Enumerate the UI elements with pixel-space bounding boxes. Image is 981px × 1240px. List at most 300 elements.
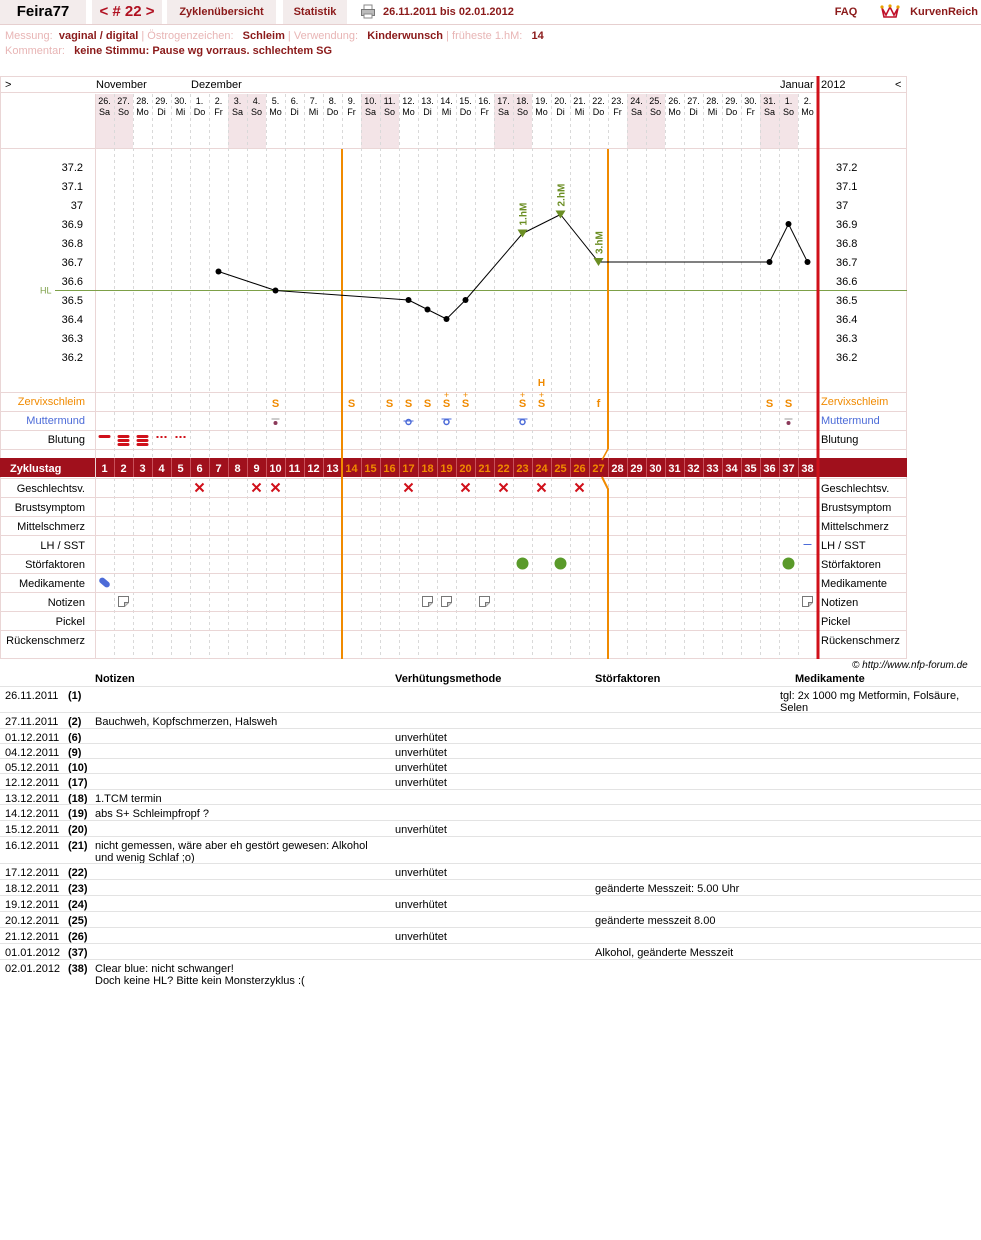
cycle-day-number: 15 <box>364 463 377 475</box>
weekday-label: Di <box>689 107 698 117</box>
weekday-label: So <box>649 107 662 117</box>
weekday-label: Sa <box>231 107 244 117</box>
y-tick-left: 36.5 <box>61 295 83 307</box>
cycle-day-number: 22 <box>497 463 510 475</box>
cycle-day-number: 30 <box>649 463 662 475</box>
month-label: Dezember <box>191 79 242 91</box>
cycle-selector[interactable]: < # 22 > <box>92 0 162 24</box>
note-cycle-day: (17) <box>68 777 88 789</box>
note-date: 21.12.2011 <box>5 931 60 943</box>
notes-row <box>0 686 981 714</box>
weekday-label: Mo <box>668 107 681 117</box>
cycle-day-number: 16 <box>383 463 396 475</box>
date-label: 2. <box>803 96 812 106</box>
weekday-label: Fr <box>613 107 622 117</box>
cycle-day-number: 26 <box>573 463 586 475</box>
y-tick-right: 36.9 <box>836 219 858 231</box>
notes-row <box>0 927 981 943</box>
cycle-day-number: 14 <box>345 463 358 475</box>
date-label: 14. <box>440 96 453 106</box>
tab-statistik[interactable]: Statistik <box>283 0 347 24</box>
date-label: 1. <box>784 96 793 106</box>
y-tick-left: 36.3 <box>61 333 83 345</box>
note-date: 20.12.2011 <box>5 915 60 927</box>
note-medi: tgl: 2x 1000 mg Metformin, Folsäure, Selen <box>780 690 960 714</box>
row-label: Pickel <box>55 616 85 628</box>
cycle-day-number: 17 <box>402 463 415 475</box>
note-date: 04.12.2011 <box>5 747 60 759</box>
notes-row <box>0 959 981 987</box>
note-cycle-day: (19) <box>68 808 88 820</box>
cycle-day-number: 19 <box>440 463 453 475</box>
date-label: 18. <box>516 96 529 106</box>
note-text: nicht gemessen, wäre aber eh gestört gewesen: Alkohol und wenig Schlaf ;o) <box>95 840 368 864</box>
date-label: 23. <box>611 96 624 106</box>
blutung-mark <box>118 443 130 446</box>
blutung-mark <box>137 435 149 438</box>
notes-row <box>0 773 981 789</box>
row-label-right: Brustsymptom <box>821 502 892 514</box>
cycle-day-number: 31 <box>668 463 681 475</box>
row-label: Blutung <box>47 434 85 446</box>
messung-value: vaginal / digital <box>58 30 139 42</box>
schleim-mark: S <box>461 398 470 410</box>
note-cycle-day: (38) <box>68 963 88 975</box>
date-label: 9. <box>347 96 356 106</box>
faq-link[interactable]: FAQ <box>834 6 858 18</box>
row-label-right: LH / SST <box>821 540 866 552</box>
note-cycle-day: (26) <box>68 931 88 943</box>
weekday-label: So <box>383 107 396 117</box>
date-label: 27. <box>117 96 130 106</box>
oestrogen-label: Östrogenzeichen: <box>147 30 234 42</box>
cycle-day-number: 2 <box>120 463 127 475</box>
note-cycle-day: (6) <box>68 732 82 744</box>
weekday-label: Mi <box>175 107 186 117</box>
y-tick-left: 36.9 <box>61 219 83 231</box>
row-label: Muttermund <box>26 415 85 427</box>
date-label: 22. <box>592 96 605 106</box>
date-label: 28. <box>706 96 719 106</box>
schleim-mark: S <box>423 398 432 410</box>
muttermund-mark <box>787 421 791 425</box>
separator: | <box>446 30 449 42</box>
weekday-label: Mo <box>801 107 814 117</box>
notes-row <box>0 911 981 927</box>
cycle-day-number: 9 <box>253 463 260 475</box>
note-date: 12.12.2011 <box>5 777 60 789</box>
y-tick-right: 37.1 <box>836 181 858 193</box>
weekday-label: Mi <box>308 107 319 117</box>
note-date: 27.11.2011 <box>5 716 59 728</box>
cycle-day-number: 34 <box>725 463 738 475</box>
weekday-label: Do <box>326 107 339 117</box>
cycle-day-number: 11 <box>288 463 301 475</box>
y-tick-right: 37 <box>836 200 849 212</box>
weekday-label: Di <box>423 107 432 117</box>
schleim-mark: S <box>784 398 793 410</box>
date-label: 31. <box>763 96 776 106</box>
row-label-right: Pickel <box>821 616 851 628</box>
date-label: 5. <box>271 96 280 106</box>
temp-point[interactable] <box>216 269 222 275</box>
schleim-plus: + <box>538 390 545 400</box>
date-label: 20. <box>554 96 567 106</box>
y-tick-left: 36.6 <box>61 276 83 288</box>
hl-label: HL <box>40 285 52 296</box>
note-verhuetung: unverhütet <box>395 747 447 759</box>
cycle-chart <box>0 76 907 659</box>
date-label: 28. <box>136 96 149 106</box>
kommentar-label: Kommentar: <box>5 45 65 57</box>
cycle-day-number: 4 <box>158 463 165 475</box>
y-tick-left: 37.2 <box>61 162 83 174</box>
temp-point[interactable] <box>786 221 792 227</box>
row-label-right: Notizen <box>821 597 859 609</box>
zyklustag-label: Zyklustag <box>10 463 62 475</box>
schleim-mark: S <box>385 398 394 410</box>
row-label: Medikamente <box>18 578 85 590</box>
note-date: 14.12.2011 <box>5 808 60 820</box>
blutung-mark <box>137 443 149 446</box>
schleim-mark: S <box>404 398 413 410</box>
note-verhuetung: unverhütet <box>395 777 447 789</box>
brand-link[interactable]: KurvenReich <box>910 6 978 18</box>
notes-row <box>0 943 981 959</box>
y-tick-right: 37.2 <box>836 162 858 174</box>
meta-line-2 <box>5 45 332 57</box>
date-label: 15. <box>459 96 472 106</box>
date-label: 13. <box>421 96 434 106</box>
note-date: 17.12.2011 <box>5 867 60 879</box>
note-cycle-day: (9) <box>68 747 82 759</box>
tab-zyklenuebersicht[interactable]: Zyklenübersicht <box>167 0 276 24</box>
weekday-label: Mo <box>402 107 415 117</box>
y-tick-left: 36.4 <box>61 314 83 326</box>
row-label: Mittelschmerz <box>17 521 85 533</box>
date-label: 29. <box>725 96 738 106</box>
cycle-day-number: 6 <box>196 463 203 475</box>
crown-icon <box>880 3 900 19</box>
weekday-label: Fr <box>347 107 356 117</box>
cycle-day-number: 35 <box>744 463 757 475</box>
note-stoer: geänderte messzeit 8.00 <box>595 915 716 927</box>
stoer-icon[interactable] <box>783 558 795 570</box>
note-verhuetung: unverhütet <box>395 931 447 943</box>
cycle-day-number: 7 <box>215 463 222 475</box>
cycle-day-number: 1 <box>101 463 108 475</box>
col-notizen: Notizen <box>95 673 135 685</box>
date-label: 11. <box>383 96 396 106</box>
note-verhuetung: unverhütet <box>395 867 447 879</box>
temp-point[interactable] <box>425 307 431 313</box>
weekday-label: Mo <box>535 107 548 117</box>
cycle-day-number: 3 <box>139 463 146 475</box>
cycle-day-number: 24 <box>535 463 548 475</box>
row-label-right: Blutung <box>821 434 859 446</box>
printer-icon[interactable] <box>361 4 375 19</box>
notes-row <box>0 789 981 805</box>
note-cycle-day: (23) <box>68 883 88 895</box>
row-label-right: Muttermund <box>821 415 880 427</box>
weekday-label: Fr <box>214 107 223 117</box>
cycle-day-number: 29 <box>630 463 643 475</box>
date-label: 8. <box>328 96 337 106</box>
hm-label: 2.hM <box>556 183 568 207</box>
stoer-icon[interactable] <box>555 558 567 570</box>
notes-row <box>0 820 981 836</box>
stoer-icon[interactable] <box>517 558 529 570</box>
note-verhuetung: unverhütet <box>395 732 447 744</box>
row-label-right: Störfaktoren <box>821 559 881 571</box>
weekday-label: Sa <box>98 107 111 117</box>
note-text: Bauchweh, Kopfschmerzen, Halsweh <box>95 716 278 728</box>
user-name: Feira77 <box>0 0 86 24</box>
temp-point[interactable] <box>767 259 773 265</box>
cycle-day-number: 28 <box>611 463 624 475</box>
blutung-mark <box>161 436 163 438</box>
weekday-label: Do <box>459 107 472 117</box>
notes-row <box>0 804 981 820</box>
cycle-day-number: 12 <box>307 463 320 475</box>
cycle-day-number: 23 <box>516 463 529 475</box>
nav-next[interactable]: < <box>895 79 902 91</box>
cycle-day-number: 32 <box>687 463 700 475</box>
weekday-label: Mi <box>574 107 585 117</box>
weekday-label: So <box>117 107 130 117</box>
note-date: 01.01.2012 <box>5 947 61 959</box>
meta-line-1 <box>5 30 544 42</box>
weekday-label: Mo <box>136 107 149 117</box>
hm-label: 1.hM <box>518 202 530 226</box>
blutung-mark <box>184 436 186 438</box>
note-date: 15.12.2011 <box>5 824 60 836</box>
cycle-day-number: 5 <box>177 463 184 475</box>
note-date: 01.12.2011 <box>5 732 60 744</box>
note-date: 26.11.2011 <box>5 690 59 702</box>
note-date: 16.12.2011 <box>5 840 60 852</box>
messung-label: Messung: <box>5 30 53 42</box>
schleim-mark: S <box>765 398 774 410</box>
row-label: Rückenschmerz <box>6 635 85 647</box>
weekday-label: Mo <box>269 107 282 117</box>
date-label: 30. <box>174 96 187 106</box>
date-label: 3. <box>233 96 242 106</box>
note-cycle-day: (37) <box>68 947 88 959</box>
blutung-mark <box>99 435 111 438</box>
note-cycle-day: (20) <box>68 824 88 836</box>
notes-row <box>0 879 981 895</box>
date-label: 21. <box>573 96 586 106</box>
date-label: 7. <box>309 96 318 106</box>
date-label: 24. <box>630 96 643 106</box>
blutung-mark <box>165 436 167 438</box>
temp-point[interactable] <box>273 288 279 294</box>
cycle-day-number: 33 <box>706 463 719 475</box>
chart-frame <box>1 77 907 659</box>
schleim-mark: S <box>271 398 280 410</box>
weekday-label: Fr <box>746 107 755 117</box>
temp-point[interactable] <box>406 297 412 303</box>
col-stoerfaktoren: Störfaktoren <box>595 673 661 685</box>
date-label: 25. <box>649 96 662 106</box>
temp-point[interactable] <box>805 259 811 265</box>
schleim-mark: S <box>537 398 546 410</box>
month-label: 2012 <box>821 79 846 91</box>
date-label: 12. <box>402 96 415 106</box>
blutung-mark <box>118 439 130 442</box>
note-cycle-day: (18) <box>68 793 88 805</box>
row-label-right: Mittelschmerz <box>821 521 889 533</box>
cycle-day-number: 38 <box>801 463 814 475</box>
weekday-label: So <box>250 107 263 117</box>
y-tick-right: 36.6 <box>836 276 858 288</box>
note-verhuetung: unverhütet <box>395 762 447 774</box>
weekday-label: Sa <box>763 107 776 117</box>
schleim-mark: f <box>596 398 601 410</box>
note-date: 18.12.2011 <box>5 883 60 895</box>
cycle-day-number: 13 <box>326 463 339 475</box>
cycle-day-number: 21 <box>478 463 491 475</box>
oestrogen-value: Schleim <box>242 30 285 42</box>
weekday-label: So <box>782 107 795 117</box>
blutung-mark <box>180 436 182 438</box>
note-text: abs S+ Schleimpfropf ? <box>95 808 210 820</box>
y-tick-right: 36.4 <box>836 314 858 326</box>
cycle-day-number: 36 <box>763 463 776 475</box>
y-tick-left: 36.8 <box>61 238 83 250</box>
note-date: 05.12.2011 <box>5 762 60 774</box>
schleim-plus: + <box>462 390 469 400</box>
weekday-label: So <box>516 107 529 117</box>
cycle-day-number: 25 <box>554 463 567 475</box>
cycle-day-number: 18 <box>421 463 434 475</box>
y-tick-right: 36.5 <box>836 295 858 307</box>
note-verhuetung: unverhütet <box>395 899 447 911</box>
frueheste-label: früheste 1.hM: <box>452 30 523 42</box>
date-label: 16. <box>478 96 491 106</box>
copyright: © http://www.nfp-forum.de <box>852 660 968 671</box>
notes-row <box>0 836 981 864</box>
date-label: 1. <box>195 96 204 106</box>
weekday-label: Di <box>556 107 565 117</box>
note-cycle-day: (1) <box>68 690 82 702</box>
blutung-mark <box>176 436 178 438</box>
col-verhuetung: Verhütungsmethode <box>395 673 502 685</box>
note-text: Clear blue: nicht schwanger! Doch keine HL? Bitte kein Monsterzyklus :( <box>95 963 305 987</box>
note-date: 19.12.2011 <box>5 899 60 911</box>
date-label: 26. <box>668 96 681 106</box>
weekday-label: Mi <box>441 107 452 117</box>
weekday-label: Sa <box>364 107 377 117</box>
weekday-label: Sa <box>630 107 643 117</box>
notes-row <box>0 728 981 744</box>
weekday-label: Mi <box>707 107 718 117</box>
y-tick-left: 37 <box>70 200 83 212</box>
muttermund-mark <box>274 421 278 425</box>
row-label: Störfaktoren <box>25 559 85 571</box>
schleim-mark: S <box>518 398 527 410</box>
date-label: 27. <box>687 96 700 106</box>
blutung-mark <box>137 439 149 442</box>
notes-row <box>0 758 981 774</box>
y-tick-right: 36.8 <box>836 238 858 250</box>
weekday-label: Di <box>157 107 166 117</box>
date-label: 29. <box>155 96 168 106</box>
date-label: 10. <box>364 96 377 106</box>
y-tick-left: 36.7 <box>61 257 83 269</box>
note-cycle-day: (21) <box>68 840 88 852</box>
weekday-label: Sa <box>497 107 510 117</box>
cycle-day-number: 27 <box>592 463 605 475</box>
note-cycle-day: (24) <box>68 899 88 911</box>
row-label: Geschlechtsv. <box>16 483 85 495</box>
note-cycle-day: (22) <box>68 867 88 879</box>
blutung-mark <box>118 435 130 438</box>
temp-point[interactable] <box>463 297 469 303</box>
y-tick-right: 36.7 <box>836 257 858 269</box>
y-tick-left: 37.1 <box>61 181 83 193</box>
y-tick-right: 36.2 <box>836 352 858 364</box>
hm-label: 3.hM <box>594 231 606 254</box>
date-label: 4. <box>252 96 261 106</box>
schleim-mark: S <box>347 398 356 410</box>
row-label: Notizen <box>47 597 85 609</box>
y-tick-right: 36.3 <box>836 333 858 345</box>
cycle-day-number: 20 <box>459 463 472 475</box>
schleim-mark: S <box>442 398 451 410</box>
weekday-label: Di <box>290 107 299 117</box>
row-label: Zervixschleim <box>17 396 85 408</box>
weekday-label: Do <box>725 107 738 117</box>
note-verhuetung: unverhütet <box>395 824 447 836</box>
note-cycle-day: (25) <box>68 915 88 927</box>
y-tick-left: 36.2 <box>61 352 83 364</box>
note-text: 1.TCM termin <box>95 793 162 805</box>
row-label: Brustsymptom <box>14 502 85 514</box>
note-stoer: Alkohol, geänderte Messzeit <box>595 947 734 959</box>
notes-row <box>0 895 981 911</box>
verwendung-label: Verwendung: <box>293 30 359 42</box>
notes-row <box>0 712 981 728</box>
note-stoer: geänderte Messzeit: 5.00 Uhr <box>595 883 740 895</box>
top-bar <box>0 0 981 25</box>
date-label: 19. <box>535 96 548 106</box>
note-date: 02.01.2012 <box>5 963 61 975</box>
date-label: 30. <box>744 96 757 106</box>
schleim-plus: + <box>519 390 526 400</box>
cycle-day-number: 10 <box>269 463 282 475</box>
separator: | <box>141 30 145 42</box>
cycle-day-number: 37 <box>782 463 795 475</box>
notes-row <box>0 863 981 879</box>
weekday-label: Fr <box>480 107 489 117</box>
blutung-mark <box>157 436 159 438</box>
frueheste-value: 14 <box>531 30 544 42</box>
col-medikamente: Medikamente <box>795 673 865 685</box>
schleim-plus: + <box>443 390 450 400</box>
row-label-right: Rückenschmerz <box>821 635 900 647</box>
note-cycle-day: (2) <box>68 716 82 728</box>
temp-point[interactable] <box>444 316 450 322</box>
date-label: 2. <box>214 96 223 106</box>
verwendung-value: Kinderwunsch <box>367 30 444 42</box>
row-label-right: Zervixschleim <box>821 396 889 408</box>
row-label-right: Medikamente <box>821 578 888 590</box>
nav-prev[interactable]: > <box>5 79 12 91</box>
date-label: 17. <box>497 96 510 106</box>
separator: | <box>287 30 291 42</box>
